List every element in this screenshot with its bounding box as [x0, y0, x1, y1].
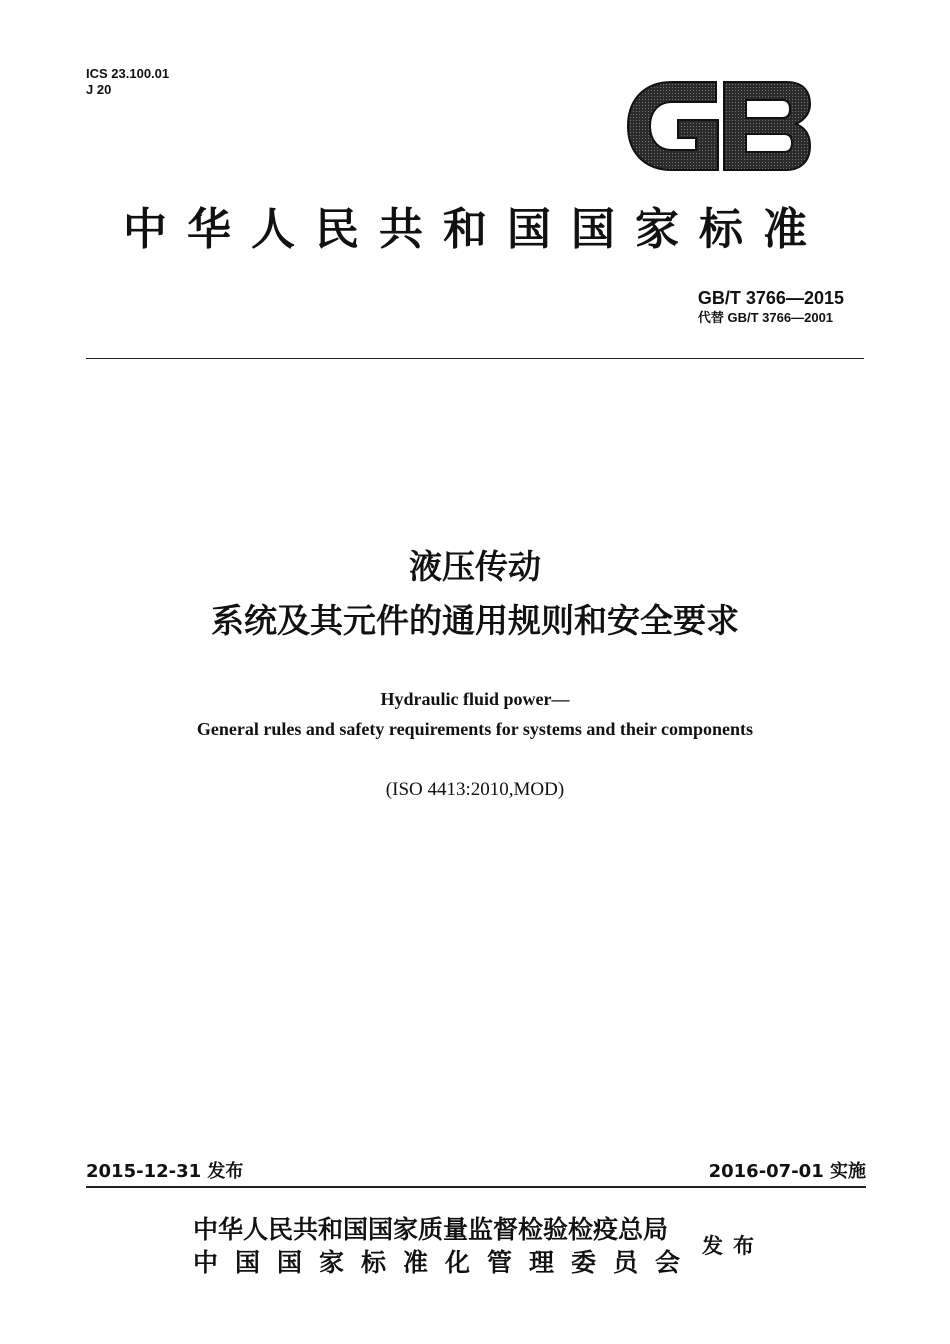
main-title: 中华人民共和国国家标准	[123, 204, 827, 255]
replaces-standard: 代替 GB/T 3766—2001	[697, 310, 834, 325]
bottom-divider	[86, 1186, 866, 1188]
top-divider	[86, 358, 864, 359]
chinese-title-line1: 液压传动	[409, 547, 541, 586]
chinese-title-line2: 系统及其元件的通用规则和安全要求	[211, 601, 739, 640]
implementation-date: 2016-07-01 实施	[708, 1161, 866, 1182]
gb-logo-icon	[626, 80, 812, 172]
standard-number: GB/T 3766—2015	[697, 288, 844, 308]
english-title-line2: General rules and safety requirements for systems and their components	[196, 719, 754, 739]
issue-date: 2015-12-31 发布	[86, 1161, 244, 1182]
standard-number-block	[698, 287, 844, 327]
issuer-aqsiq: 中华人民共和国国家质量监督检验检疫总局	[193, 1215, 669, 1244]
english-title	[0, 684, 950, 744]
english-title-line1: Hydraulic fluid power—	[380, 689, 570, 709]
classification-codes	[86, 66, 169, 98]
date-row	[86, 1157, 866, 1185]
ics-code: ICS 23.100.01	[86, 66, 170, 81]
issuing-authorities	[193, 1213, 697, 1279]
issuer-sac: 中国国家标准化管理委员会	[193, 1248, 698, 1277]
ccs-code: J 20	[86, 82, 112, 97]
adoption-note: (ISO 4413:2010,MOD)	[385, 779, 565, 800]
issue-label: 发布	[702, 1233, 764, 1258]
chinese-title	[0, 540, 950, 648]
